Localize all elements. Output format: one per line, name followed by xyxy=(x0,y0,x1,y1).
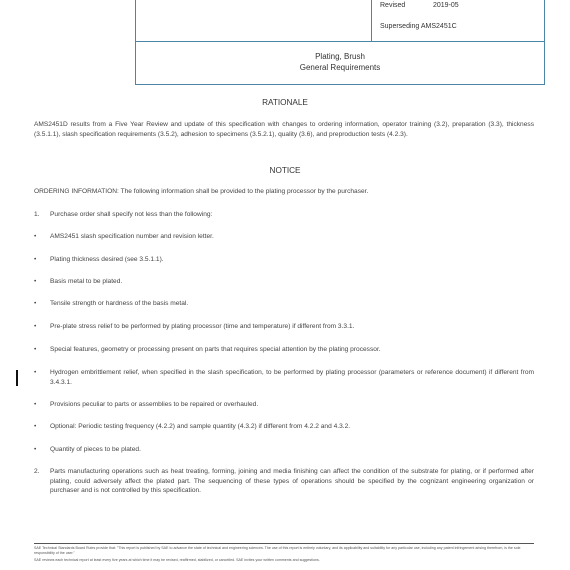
footer-review-note: SAE reviews each technical report at least every five years at which time it may be revised, reaffirmed, stabilized, or cancelled. SAE invites your written comments and suggestions. xyxy=(34,558,320,562)
list-item-text: Basis metal to be plated. xyxy=(50,278,123,285)
list-item-text: Plating thickness desired (see 3.5.1.1). xyxy=(50,256,164,263)
list-item-text: Optional: Periodic testing frequency (4.2.2) and sample quantity (4.3.2) if different from 4.2.2 and 4.3.2. xyxy=(50,423,351,430)
rationale-text: AMS2451D results from a Five Year Review and update of this specification with changes to ordering information, operator training (3.2), preparation (3.3), thickness (3.5.1.1), slash specification requirements (3.5.2), adhesion to specimens (3.5.2.1), quality (3.6), and preproduction tests (4.2.3). xyxy=(34,121,534,138)
list-item-text: Pre-plate stress relief to be performed by plating processor (time and temperature) if different from 3.3.1. xyxy=(50,323,355,330)
list-item-text: Purchase order shall specify not less than the following: xyxy=(50,211,213,218)
list-item-text: Hydrogen embrittlement relief, when specified in the slash specification, to be performed by plating processor (parameters or reference document) if different from 3.4.3.1. xyxy=(50,369,534,386)
bullet-icon: • xyxy=(34,256,37,263)
revised-row xyxy=(380,2,459,9)
list-marker: 2. xyxy=(34,468,40,475)
rationale-heading: RATIONALE xyxy=(262,98,308,107)
list-item-text: Provisions peculiar to parts or assemblies to be repaired or overhauled. xyxy=(50,401,259,408)
title-line-2: General Requirements xyxy=(299,63,381,72)
bullet-icon: • xyxy=(34,300,37,307)
bullet-icon: • xyxy=(34,233,37,240)
superseding-label: Superseding AMS2451C xyxy=(380,23,457,30)
bullet-icon: • xyxy=(34,446,37,453)
header-logo-area xyxy=(136,0,372,41)
revision-change-bar xyxy=(16,370,18,386)
footer-rule xyxy=(34,543,534,544)
revised-value: 2019-05 xyxy=(433,2,459,9)
header-divider xyxy=(136,41,544,42)
superseding-row xyxy=(380,23,457,30)
list-item-text: Special features, geometry or processing present on parts that requires special attention by the plating processor. xyxy=(50,346,381,353)
notice-heading: NOTICE xyxy=(269,166,301,175)
list-item-text: AMS2451 slash specification number and revision letter. xyxy=(50,233,214,240)
ordering-info-intro: ORDERING INFORMATION: The following information shall be provided to the plating processor by the purchaser. xyxy=(34,188,369,195)
list-item-text: Tensile strength or hardness of the basis metal. xyxy=(50,300,189,307)
footer-disclaimer: SAE Technical Standards Board Rules provide that: "This report is published by SAE to advance the state of technical and engineering sciences. The use of this report is entirely voluntary, and its applicability and suitability for any particular use, including any patent infringement arising therefrom, is the sole responsibility of the user." xyxy=(34,546,521,555)
list-item-text: Quantity of pieces to be plated. xyxy=(50,446,141,453)
revised-label: Revised xyxy=(380,2,406,9)
bullet-icon: • xyxy=(34,369,37,376)
bullet-icon: • xyxy=(34,423,37,430)
list-marker: 1. xyxy=(34,211,40,218)
header-box xyxy=(135,0,545,85)
bullet-icon: • xyxy=(34,323,37,330)
bullet-icon: • xyxy=(34,401,37,408)
list-item-text: Parts manufacturing operations such as heat treating, forming, joining and media finishing can affect the condition of the substrate for plating, or if performed after plating, could adversely affect the plated part. The sequencing of these types of operations should be specified by the cognizant engineering organization or purchaser and is not controlled by this specification. xyxy=(50,468,534,494)
document-title xyxy=(136,51,544,73)
title-line-1: Plating, Brush xyxy=(315,52,365,61)
bullet-icon: • xyxy=(34,278,37,285)
bullet-icon: • xyxy=(34,346,37,353)
